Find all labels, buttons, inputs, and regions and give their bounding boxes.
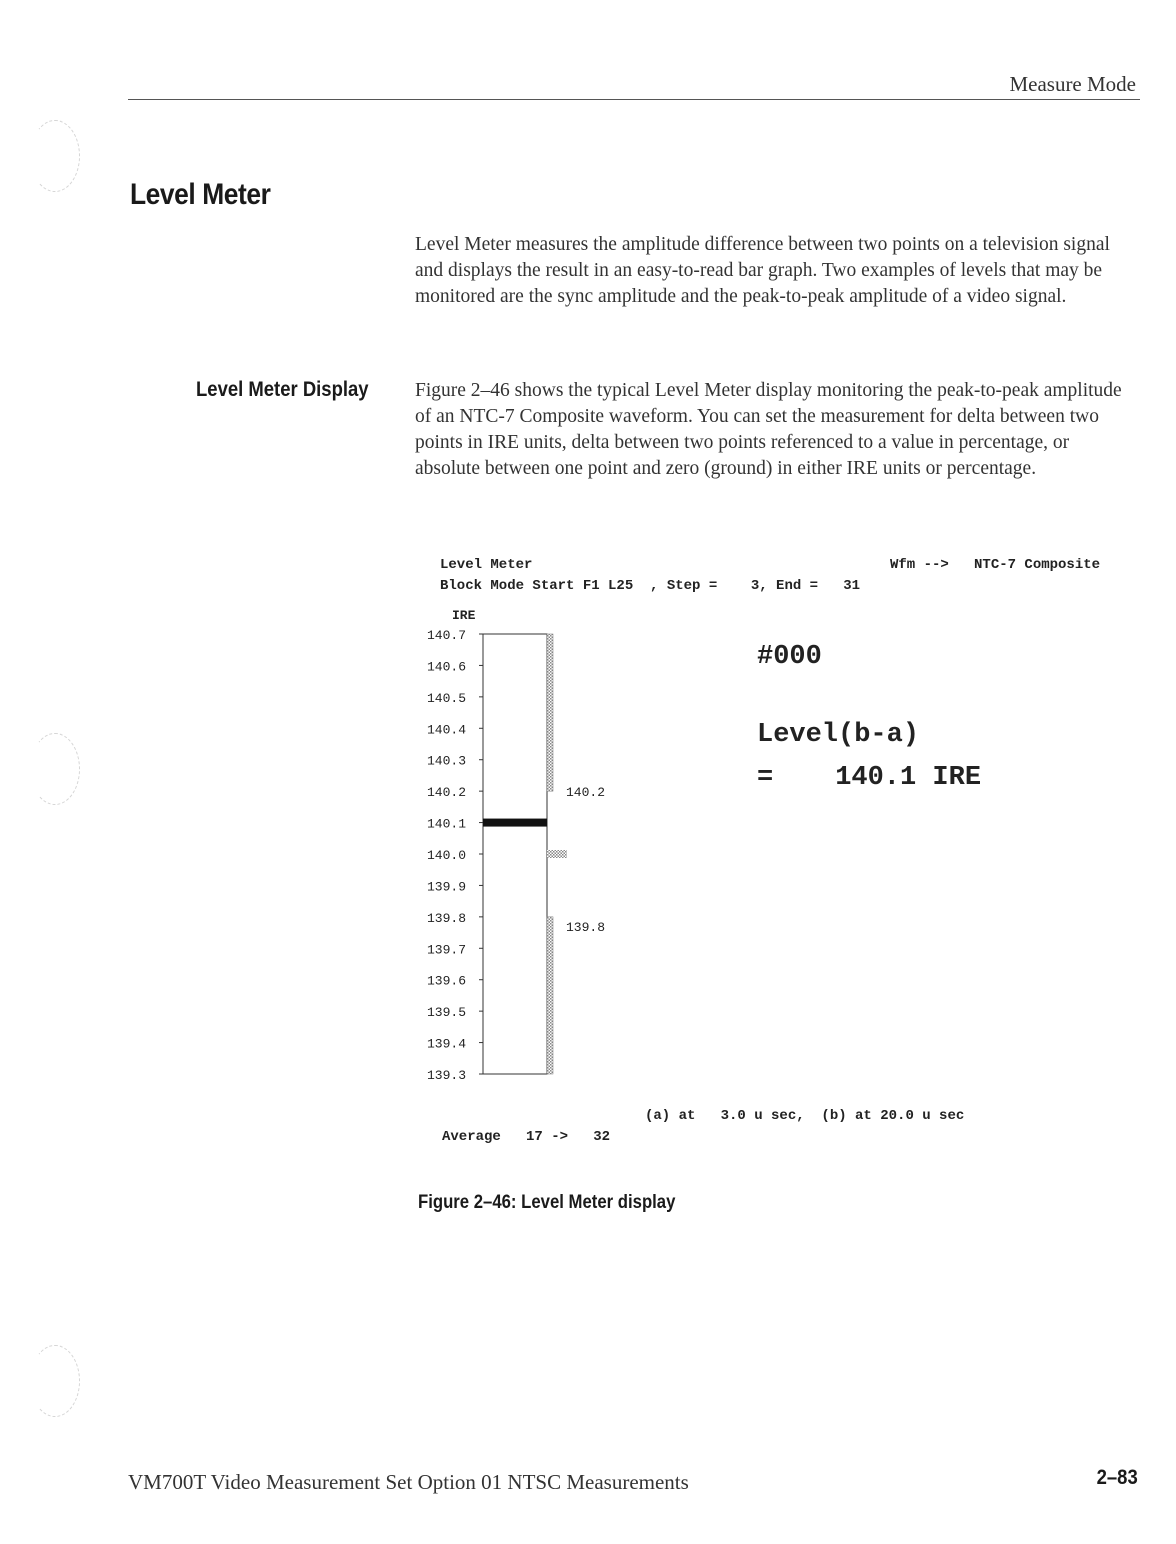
y-tick-label: 140.5: [427, 690, 467, 706]
figure-points-line: (a) at 3.0 u sec, (b) at 20.0 u sec: [645, 1108, 965, 1124]
y-tick-label: 139.3: [427, 1068, 467, 1083]
level-meter-bar-graph: [400, 620, 640, 1090]
y-tick-label: 139.7: [427, 942, 467, 958]
y-tick-label: 139.6: [427, 973, 467, 989]
meter-frame: [483, 634, 547, 1074]
figure-waveform-line: Wfm --> NTC-7 Composite: [890, 557, 1101, 573]
figure-title-line: Level Meter: [440, 557, 533, 573]
y-tick-label: 140.7: [427, 628, 467, 643]
min-hold-label: 139.8: [566, 919, 606, 935]
y-tick-label: 140.1: [427, 816, 467, 832]
current-level-bar: [483, 819, 547, 827]
figure-block-mode-line: Block Mode Start F1 L25 , Step = 3, End = 31: [440, 578, 861, 594]
y-tick-label: 139.9: [427, 879, 467, 895]
footer-page-number: 2–83: [1096, 1466, 1138, 1489]
section-heading: Level Meter: [130, 178, 271, 211]
min-hold-bar: [547, 917, 553, 1074]
max-hold-label: 140.2: [566, 785, 606, 801]
y-tick-label: 140.0: [427, 848, 467, 863]
y-tick-label: 139.4: [427, 1036, 467, 1052]
punch-hole-top: [30, 120, 80, 192]
figure-caption: Figure 2–46: Level Meter display: [418, 1192, 676, 1213]
max-hold-bar: [547, 634, 553, 791]
footer-manual-title: VM700T Video Measurement Set Option 01 NTSC Measurements: [128, 1470, 689, 1494]
figure-equals-sign: =: [757, 763, 774, 793]
figure-unit-label: IRE: [452, 608, 476, 623]
intro-paragraph: Level Meter measures the amplitude difference between two points on a television signal and displays the result in an easy-to-read bar graph. Two examples of levels that may be monitored are the sync amplitude and the peak-to-peak amplitude of a video signal.: [415, 234, 1110, 307]
figure-identifier: #000: [757, 642, 822, 672]
figure-average-line: Average 17 -> 32: [442, 1129, 611, 1145]
figure-level-label: Level(b-a): [757, 720, 920, 750]
y-tick-label: 140.3: [427, 753, 467, 769]
y-tick-label: 139.5: [427, 1005, 467, 1021]
running-header: Measure Mode: [1009, 72, 1136, 96]
punch-hole-bottom: [30, 1345, 80, 1417]
figure-result: [757, 763, 981, 793]
average-marker: [547, 850, 567, 858]
y-tick-label: 140.2: [427, 785, 467, 801]
figure-result-value: 140.1 IRE: [835, 763, 982, 793]
punch-hole-middle: [30, 733, 80, 805]
subsection-paragraph: Figure 2–46 shows the typical Level Meter display monitoring the peak-to-peak amplitude of an NTC-7 Composite waveform. You can set the measurement for delta between two points in IRE units, delta between two points referenced to a value in percentage, or absolute between one point and zero (ground) in either IRE units or percentage.: [415, 380, 1122, 479]
header-rule: [128, 99, 1140, 100]
y-tick-label: 140.4: [427, 722, 467, 738]
y-tick-label: 140.6: [427, 659, 467, 675]
subsection-heading: Level Meter Display: [196, 378, 369, 401]
y-tick-label: 139.8: [427, 910, 467, 926]
